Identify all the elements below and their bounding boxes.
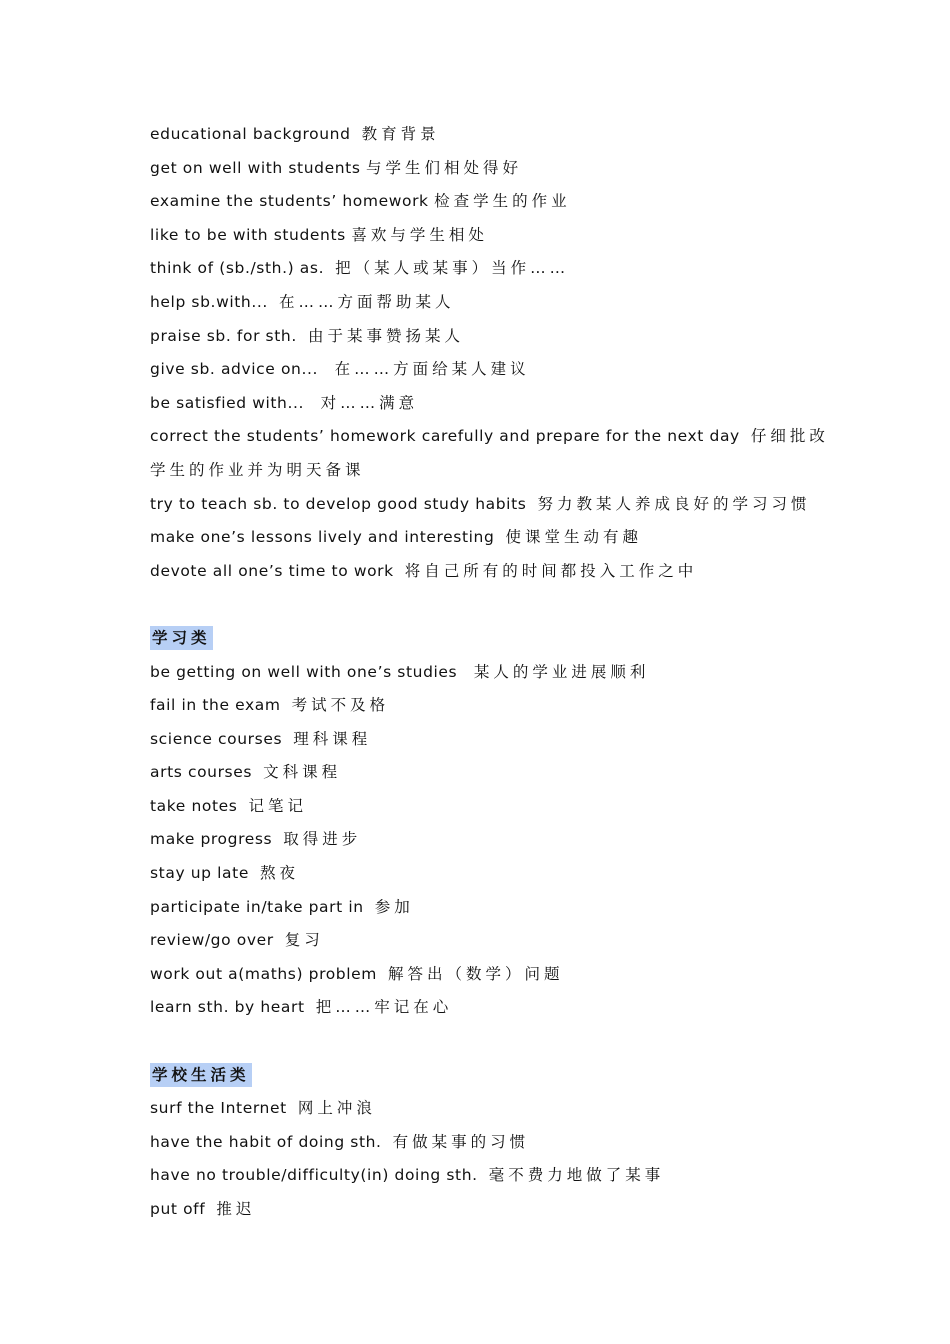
phrase-line xyxy=(150,488,830,522)
phrase-en: have no trouble/difficulty(in) doing sth. xyxy=(150,1166,478,1185)
phrase-line xyxy=(150,1126,830,1160)
phrase-cn: 检查学生的作业 xyxy=(434,192,571,211)
phrase-line xyxy=(150,924,830,958)
phrase-line xyxy=(150,320,830,354)
phrase-en: participate in/take part in xyxy=(150,897,364,916)
phrase-line xyxy=(150,286,830,320)
phrase-line xyxy=(150,219,830,253)
phrase-cn: 喜欢与学生相处 xyxy=(351,225,488,244)
phrase-line xyxy=(150,387,830,421)
phrase-en: think of (sb./sth.) as. xyxy=(150,259,325,278)
section-heading-row xyxy=(150,1059,830,1093)
phrase-line xyxy=(150,689,830,723)
phrase-cn: 取得进步 xyxy=(283,830,362,849)
phrase-line xyxy=(150,118,830,152)
phrase-cn: 努力教某人养成良好的学习习惯 xyxy=(537,494,811,513)
phrase-cn: 某人的学业进展顺利 xyxy=(473,662,650,681)
phrase-cn: 记笔记 xyxy=(248,796,308,815)
phrase-line xyxy=(150,857,830,891)
phrase-line xyxy=(150,823,830,857)
phrase-cn: 对……满意 xyxy=(320,393,419,412)
phrase-line xyxy=(150,656,830,690)
phrase-cn: 参加 xyxy=(374,897,414,916)
phrase-en: examine the students’ homework xyxy=(150,192,429,211)
phrase-line xyxy=(150,353,830,387)
phrase-line xyxy=(150,1159,830,1193)
phrase-line xyxy=(150,790,830,824)
phrase-line xyxy=(150,991,830,1025)
phrase-cn: 在……方面帮助某人 xyxy=(279,292,455,311)
phrase-line xyxy=(150,891,830,925)
phrase-en: give sb. advice on... xyxy=(150,360,319,379)
phrase-cn: 将自己所有的时间都投入工作之中 xyxy=(404,561,698,580)
phrase-cn: 教育背景 xyxy=(361,125,440,143)
phrase-cn: 毫不费力地做了某事 xyxy=(488,1166,665,1185)
phrase-en: devote all one’s time to work xyxy=(150,561,394,580)
phrase-en: learn sth. by heart xyxy=(150,998,305,1017)
phrase-line xyxy=(150,152,830,186)
phrase-en: fail in the exam xyxy=(150,696,281,715)
phrase-en: science courses xyxy=(150,729,283,748)
section-heading-row xyxy=(150,622,830,656)
phrase-cn: 有做某事的习惯 xyxy=(392,1132,530,1151)
phrase-line xyxy=(150,1092,830,1126)
phrase-en: take notes xyxy=(150,796,238,815)
phrase-en: surf the Internet xyxy=(150,1099,287,1118)
phrase-en: correct the students’ homework carefully and prepare for the next day xyxy=(150,427,740,446)
phrase-cn: 与学生们相处得好 xyxy=(366,158,523,177)
phrase-line xyxy=(150,555,830,589)
phrase-cn: 由于某事赞扬某人 xyxy=(307,326,464,345)
phrase-cn: 考试不及格 xyxy=(291,696,390,715)
phrase-line xyxy=(150,185,830,219)
phrase-en: praise sb. for sth. xyxy=(150,326,297,345)
phrase-en: educational background xyxy=(150,125,351,143)
phrase-cn: 使课堂生动有趣 xyxy=(505,528,642,547)
phrase-en: make progress xyxy=(150,830,273,849)
phrase-cn: 文科课程 xyxy=(263,763,342,782)
phrase-en: help sb.with... xyxy=(150,292,268,311)
document-page xyxy=(150,118,830,1227)
phrase-cn: 复习 xyxy=(284,931,324,950)
phrase-line xyxy=(150,958,830,992)
phrase-cn: 推迟 xyxy=(216,1200,256,1218)
phrase-cn: 熬夜 xyxy=(260,864,300,883)
phrase-line xyxy=(150,252,830,286)
section-spacer xyxy=(150,588,830,622)
phrase-cn: 把（某人或某事）当作…… xyxy=(335,259,570,278)
phrase-cn: 把……牢记在心 xyxy=(315,998,453,1017)
phrase-en: have the habit of doing sth. xyxy=(150,1132,382,1151)
phrase-cn: 在……方面给某人建议 xyxy=(334,360,530,379)
phrase-en: work out a(maths) problem xyxy=(150,964,377,983)
phrase-cn: 仔细批改学生的作业并为明天备课 xyxy=(150,427,829,479)
phrase-cn: 网上冲浪 xyxy=(297,1099,376,1118)
phrase-en: be getting on well with one’s studies xyxy=(150,662,458,681)
phrase-en: get on well with students xyxy=(150,158,361,177)
phrase-line xyxy=(150,420,830,487)
phrase-en: review/go over xyxy=(150,931,274,950)
phrase-en: put off xyxy=(150,1200,206,1218)
phrase-line xyxy=(150,723,830,757)
phrase-en: be satisfied with... xyxy=(150,393,305,412)
section-heading-school-life: 学校生活类 xyxy=(150,1063,252,1087)
phrase-en: like to be with students xyxy=(150,225,346,244)
phrase-cn: 理科课程 xyxy=(293,729,372,748)
phrase-en: stay up late xyxy=(150,864,249,883)
phrase-line xyxy=(150,521,830,555)
phrase-en: make one’s lessons lively and interesting xyxy=(150,528,495,547)
phrase-line xyxy=(150,1193,830,1227)
phrase-en: try to teach sb. to develop good study habits xyxy=(150,494,527,513)
section-spacer xyxy=(150,1025,830,1059)
phrase-en: arts courses xyxy=(150,763,253,782)
section-heading-study: 学习类 xyxy=(150,626,213,650)
phrase-line xyxy=(150,756,830,790)
phrase-cn: 解答出（数学）问题 xyxy=(388,964,564,983)
